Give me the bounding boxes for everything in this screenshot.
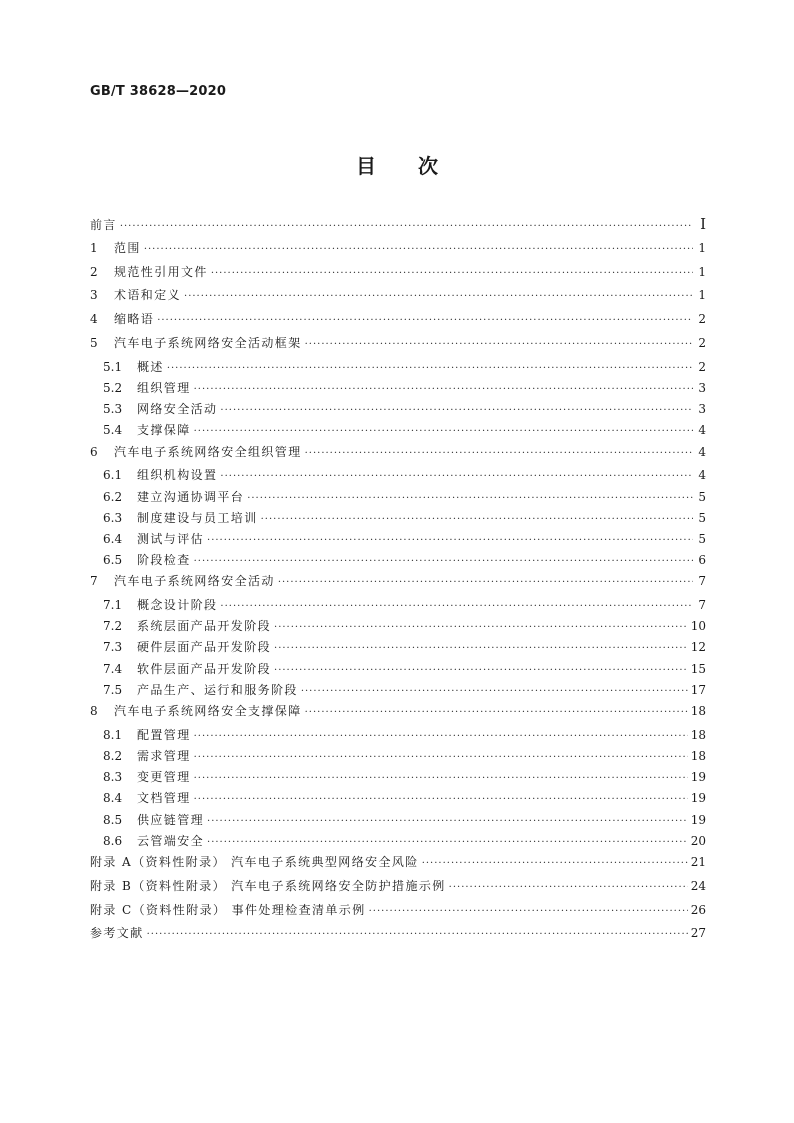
toc-entry[interactable] xyxy=(90,530,706,551)
toc-entry[interactable] xyxy=(90,789,706,810)
toc-entry-title: 网络安全活动 xyxy=(137,402,218,417)
toc-entry-title: 供应链管理 xyxy=(137,812,205,827)
dot-leader xyxy=(194,556,693,567)
toc-entry-page-number: 1 xyxy=(698,264,706,279)
toc-entry-title: 缩略语 xyxy=(114,312,155,327)
toc-entry-number: 6.4 xyxy=(103,531,123,546)
toc-entry-number: 8.6 xyxy=(103,833,123,848)
toc-entry-title: 配置管理 xyxy=(137,727,191,742)
toc-entry[interactable] xyxy=(90,768,706,789)
toc-entry-page-number: 24 xyxy=(690,878,706,893)
toc-entry[interactable] xyxy=(90,702,706,726)
toc-entry-page-number: 1 xyxy=(698,240,706,255)
toc-entry[interactable] xyxy=(90,747,706,768)
toc-entry-number: 4 xyxy=(90,312,98,327)
toc-entry-title: 测试与评估 xyxy=(137,531,205,546)
toc-entry-page-number: 5 xyxy=(698,489,706,504)
dot-leader xyxy=(422,858,688,869)
dot-leader xyxy=(194,752,688,763)
toc-entry-title: 术语和定义 xyxy=(114,288,182,303)
toc-entry-title: 概述 xyxy=(137,359,164,374)
toc-entry[interactable] xyxy=(90,726,706,747)
toc-entry-page-number: 19 xyxy=(690,791,706,806)
dot-leader xyxy=(369,906,688,917)
toc-entry-page-number: 4 xyxy=(698,423,706,438)
dot-leader xyxy=(120,221,693,232)
toc-entry-number: 7.1 xyxy=(103,598,123,613)
dot-leader xyxy=(194,731,688,742)
dot-leader xyxy=(449,882,688,893)
dot-leader xyxy=(194,426,693,437)
dot-leader xyxy=(207,535,693,546)
dot-leader xyxy=(278,577,693,588)
toc-entry-page-number: 4 xyxy=(698,444,706,459)
toc-entry[interactable] xyxy=(90,660,706,681)
toc-entry-number: 5.4 xyxy=(103,423,123,438)
dot-leader xyxy=(211,268,693,279)
dot-leader xyxy=(247,493,693,504)
toc-entry-page-number: 2 xyxy=(698,312,706,327)
toc-entry-number: 7.5 xyxy=(103,682,123,697)
toc-entry-title: 附录 A（资料性附录） 汽车电子系统典型网络安全风险 xyxy=(90,854,419,869)
toc-entry-title: 附录 B（资料性附录） 汽车电子系统网络安全防护措施示例 xyxy=(90,878,446,893)
standard-number: GB/T 38628—2020 xyxy=(90,84,227,99)
dot-leader xyxy=(144,244,693,255)
toc-entry-title: 前言 xyxy=(90,218,117,232)
toc-entry-title: 汽车电子系统网络安全活动框架 xyxy=(114,335,302,350)
toc-entry-title: 硬件层面产品开发阶段 xyxy=(137,640,272,655)
toc-entry[interactable] xyxy=(90,638,706,659)
toc-entry-title: 范围 xyxy=(114,240,141,255)
toc-entry[interactable] xyxy=(90,572,706,596)
dot-leader xyxy=(274,622,688,633)
dot-leader xyxy=(301,686,688,697)
toc-entry-page-number: 7 xyxy=(698,598,706,613)
toc-entry[interactable] xyxy=(90,466,706,487)
dot-leader xyxy=(305,707,688,718)
toc-entry-number: 6.2 xyxy=(103,489,123,504)
toc-entry-title: 组织管理 xyxy=(137,380,191,395)
page-title xyxy=(0,150,794,179)
dot-leader xyxy=(157,315,693,326)
toc-entry-title: 制度建设与员工培训 xyxy=(137,510,258,525)
toc-entry[interactable] xyxy=(90,286,706,310)
toc-entry-number: 5.1 xyxy=(103,359,123,374)
toc-entry-page-number: 4 xyxy=(698,468,706,483)
toc-entry-number: 3 xyxy=(90,288,98,303)
dot-leader xyxy=(220,471,693,482)
toc-entry[interactable] xyxy=(90,811,706,832)
toc-entry[interactable] xyxy=(90,509,706,530)
toc-entry[interactable] xyxy=(90,596,706,617)
toc-entry[interactable] xyxy=(90,551,706,572)
toc-entry-number: 1 xyxy=(90,240,98,255)
toc-entry-number: 8.3 xyxy=(103,770,123,785)
toc-entry-number: 8.5 xyxy=(103,812,123,827)
toc-entry-page-number: 27 xyxy=(690,926,706,941)
toc-entry[interactable] xyxy=(90,901,706,925)
toc-entry-number: 6.3 xyxy=(103,510,123,525)
toc-entry[interactable] xyxy=(90,877,706,901)
toc-entry-page-number: 20 xyxy=(690,833,706,848)
dot-leader xyxy=(305,339,693,350)
dot-leader xyxy=(184,291,693,302)
toc-entry-number: 7 xyxy=(90,574,98,589)
toc-entry[interactable] xyxy=(90,239,706,263)
toc-entry-number: 7.2 xyxy=(103,619,123,634)
toc-entry-title: 需求管理 xyxy=(137,748,191,763)
toc-entry[interactable] xyxy=(90,617,706,638)
toc-entry-title: 产品生产、运行和服务阶段 xyxy=(137,682,298,697)
dot-leader xyxy=(274,665,688,676)
toc-entry-title: 阶段检查 xyxy=(137,553,191,568)
dot-leader xyxy=(261,514,693,525)
toc-entry-number: 8.1 xyxy=(103,727,123,742)
toc-entry-number: 7.4 xyxy=(103,661,123,676)
toc-entry[interactable] xyxy=(90,832,706,853)
toc-entry-page-number: 18 xyxy=(690,704,706,718)
toc-entry[interactable] xyxy=(90,263,706,287)
toc-entry-title: 汽车电子系统网络安全支撑保障 xyxy=(114,704,302,718)
toc-entry-page-number: 19 xyxy=(690,770,706,785)
toc-entry-page-number: 19 xyxy=(690,812,706,827)
toc-entry-number: 6 xyxy=(90,444,98,459)
toc-entry[interactable] xyxy=(90,421,706,442)
toc-entry-page-number: 26 xyxy=(690,902,706,917)
toc-entry-number: 5.3 xyxy=(103,402,123,417)
toc-entry-page-number: 12 xyxy=(690,640,706,655)
toc-entry[interactable] xyxy=(90,853,706,877)
dot-leader xyxy=(194,773,688,784)
toc-entry-title: 文档管理 xyxy=(137,791,191,806)
toc-entry-title: 汽车电子系统网络安全活动 xyxy=(114,574,275,589)
dot-leader xyxy=(274,643,688,654)
toc-entry-title: 汽车电子系统网络安全组织管理 xyxy=(114,444,302,459)
toc-entry[interactable] xyxy=(90,681,706,702)
title-part-2: 次 xyxy=(418,154,438,178)
toc-entry-page-number: 5 xyxy=(698,531,706,546)
dot-leader xyxy=(220,405,693,416)
toc-entry-page-number: 5 xyxy=(698,510,706,525)
toc-entry-page-number: 10 xyxy=(690,619,706,634)
toc-entry-number: 8.4 xyxy=(103,791,123,806)
dot-leader xyxy=(147,929,688,940)
dot-leader xyxy=(305,448,693,459)
toc-entry-title: 系统层面产品开发阶段 xyxy=(137,619,272,634)
toc-entry-page-number: 3 xyxy=(698,380,706,395)
toc-entry[interactable] xyxy=(90,400,706,421)
toc-entry-title: 规范性引用文件 xyxy=(114,264,208,279)
toc-entry-title: 概念设计阶段 xyxy=(137,598,218,613)
toc-entry-title: 组织机构设置 xyxy=(137,468,218,483)
toc-entry-title: 支撑保障 xyxy=(137,423,191,438)
toc-entry-page-number: 6 xyxy=(698,553,706,568)
toc-entry-page-number: 18 xyxy=(690,727,706,742)
toc-entry-title: 变更管理 xyxy=(137,770,191,785)
toc-entry-page-number: 21 xyxy=(690,854,706,869)
toc-entry[interactable] xyxy=(90,334,706,358)
toc-entry-page-number: 3 xyxy=(698,402,706,417)
toc-entry[interactable] xyxy=(90,924,706,948)
toc-entry-page-number: I xyxy=(700,215,706,233)
toc-entry-title: 软件层面产品开发阶段 xyxy=(137,661,272,676)
toc-entry-title: 附录 C（资料性附录） 事件处理检查清单示例 xyxy=(90,902,366,917)
dot-leader xyxy=(207,837,688,848)
toc-entry-page-number: 15 xyxy=(690,661,706,676)
dot-leader xyxy=(194,794,688,805)
toc-entry[interactable] xyxy=(90,215,706,239)
toc-entry-number: 6.5 xyxy=(103,553,123,568)
toc-entry[interactable] xyxy=(90,379,706,400)
toc-entry-number: 2 xyxy=(90,264,98,279)
toc-entry-page-number: 18 xyxy=(690,748,706,763)
toc-entry-title: 参考文献 xyxy=(90,926,144,941)
toc-entry-title: 建立沟通协调平台 xyxy=(137,489,245,504)
dot-leader xyxy=(207,816,688,827)
toc-entry-number: 6.1 xyxy=(103,468,123,483)
dot-leader xyxy=(167,363,693,374)
toc-entry-number: 5.2 xyxy=(103,380,123,395)
toc-entry-page-number: 1 xyxy=(698,288,706,303)
toc-entry-page-number: 2 xyxy=(698,359,706,374)
toc-entry[interactable] xyxy=(90,443,706,467)
toc-entry-number: 7.3 xyxy=(103,640,123,655)
toc-entry[interactable] xyxy=(90,488,706,509)
toc-entry[interactable] xyxy=(90,310,706,334)
toc-entry-page-number: 7 xyxy=(698,574,706,589)
toc-entry-number: 5 xyxy=(90,335,98,350)
dot-leader xyxy=(220,601,693,612)
toc-entry-title: 云管端安全 xyxy=(137,833,205,848)
toc-entry-page-number: 2 xyxy=(698,335,706,350)
toc-entry-number: 8.2 xyxy=(103,748,123,763)
dot-leader xyxy=(194,384,693,395)
toc-entry-number: 8 xyxy=(90,704,98,718)
toc-entry[interactable] xyxy=(90,358,706,379)
table-of-contents xyxy=(90,215,706,948)
title-part-1: 目 xyxy=(356,154,376,178)
toc-entry-page-number: 17 xyxy=(690,682,706,697)
